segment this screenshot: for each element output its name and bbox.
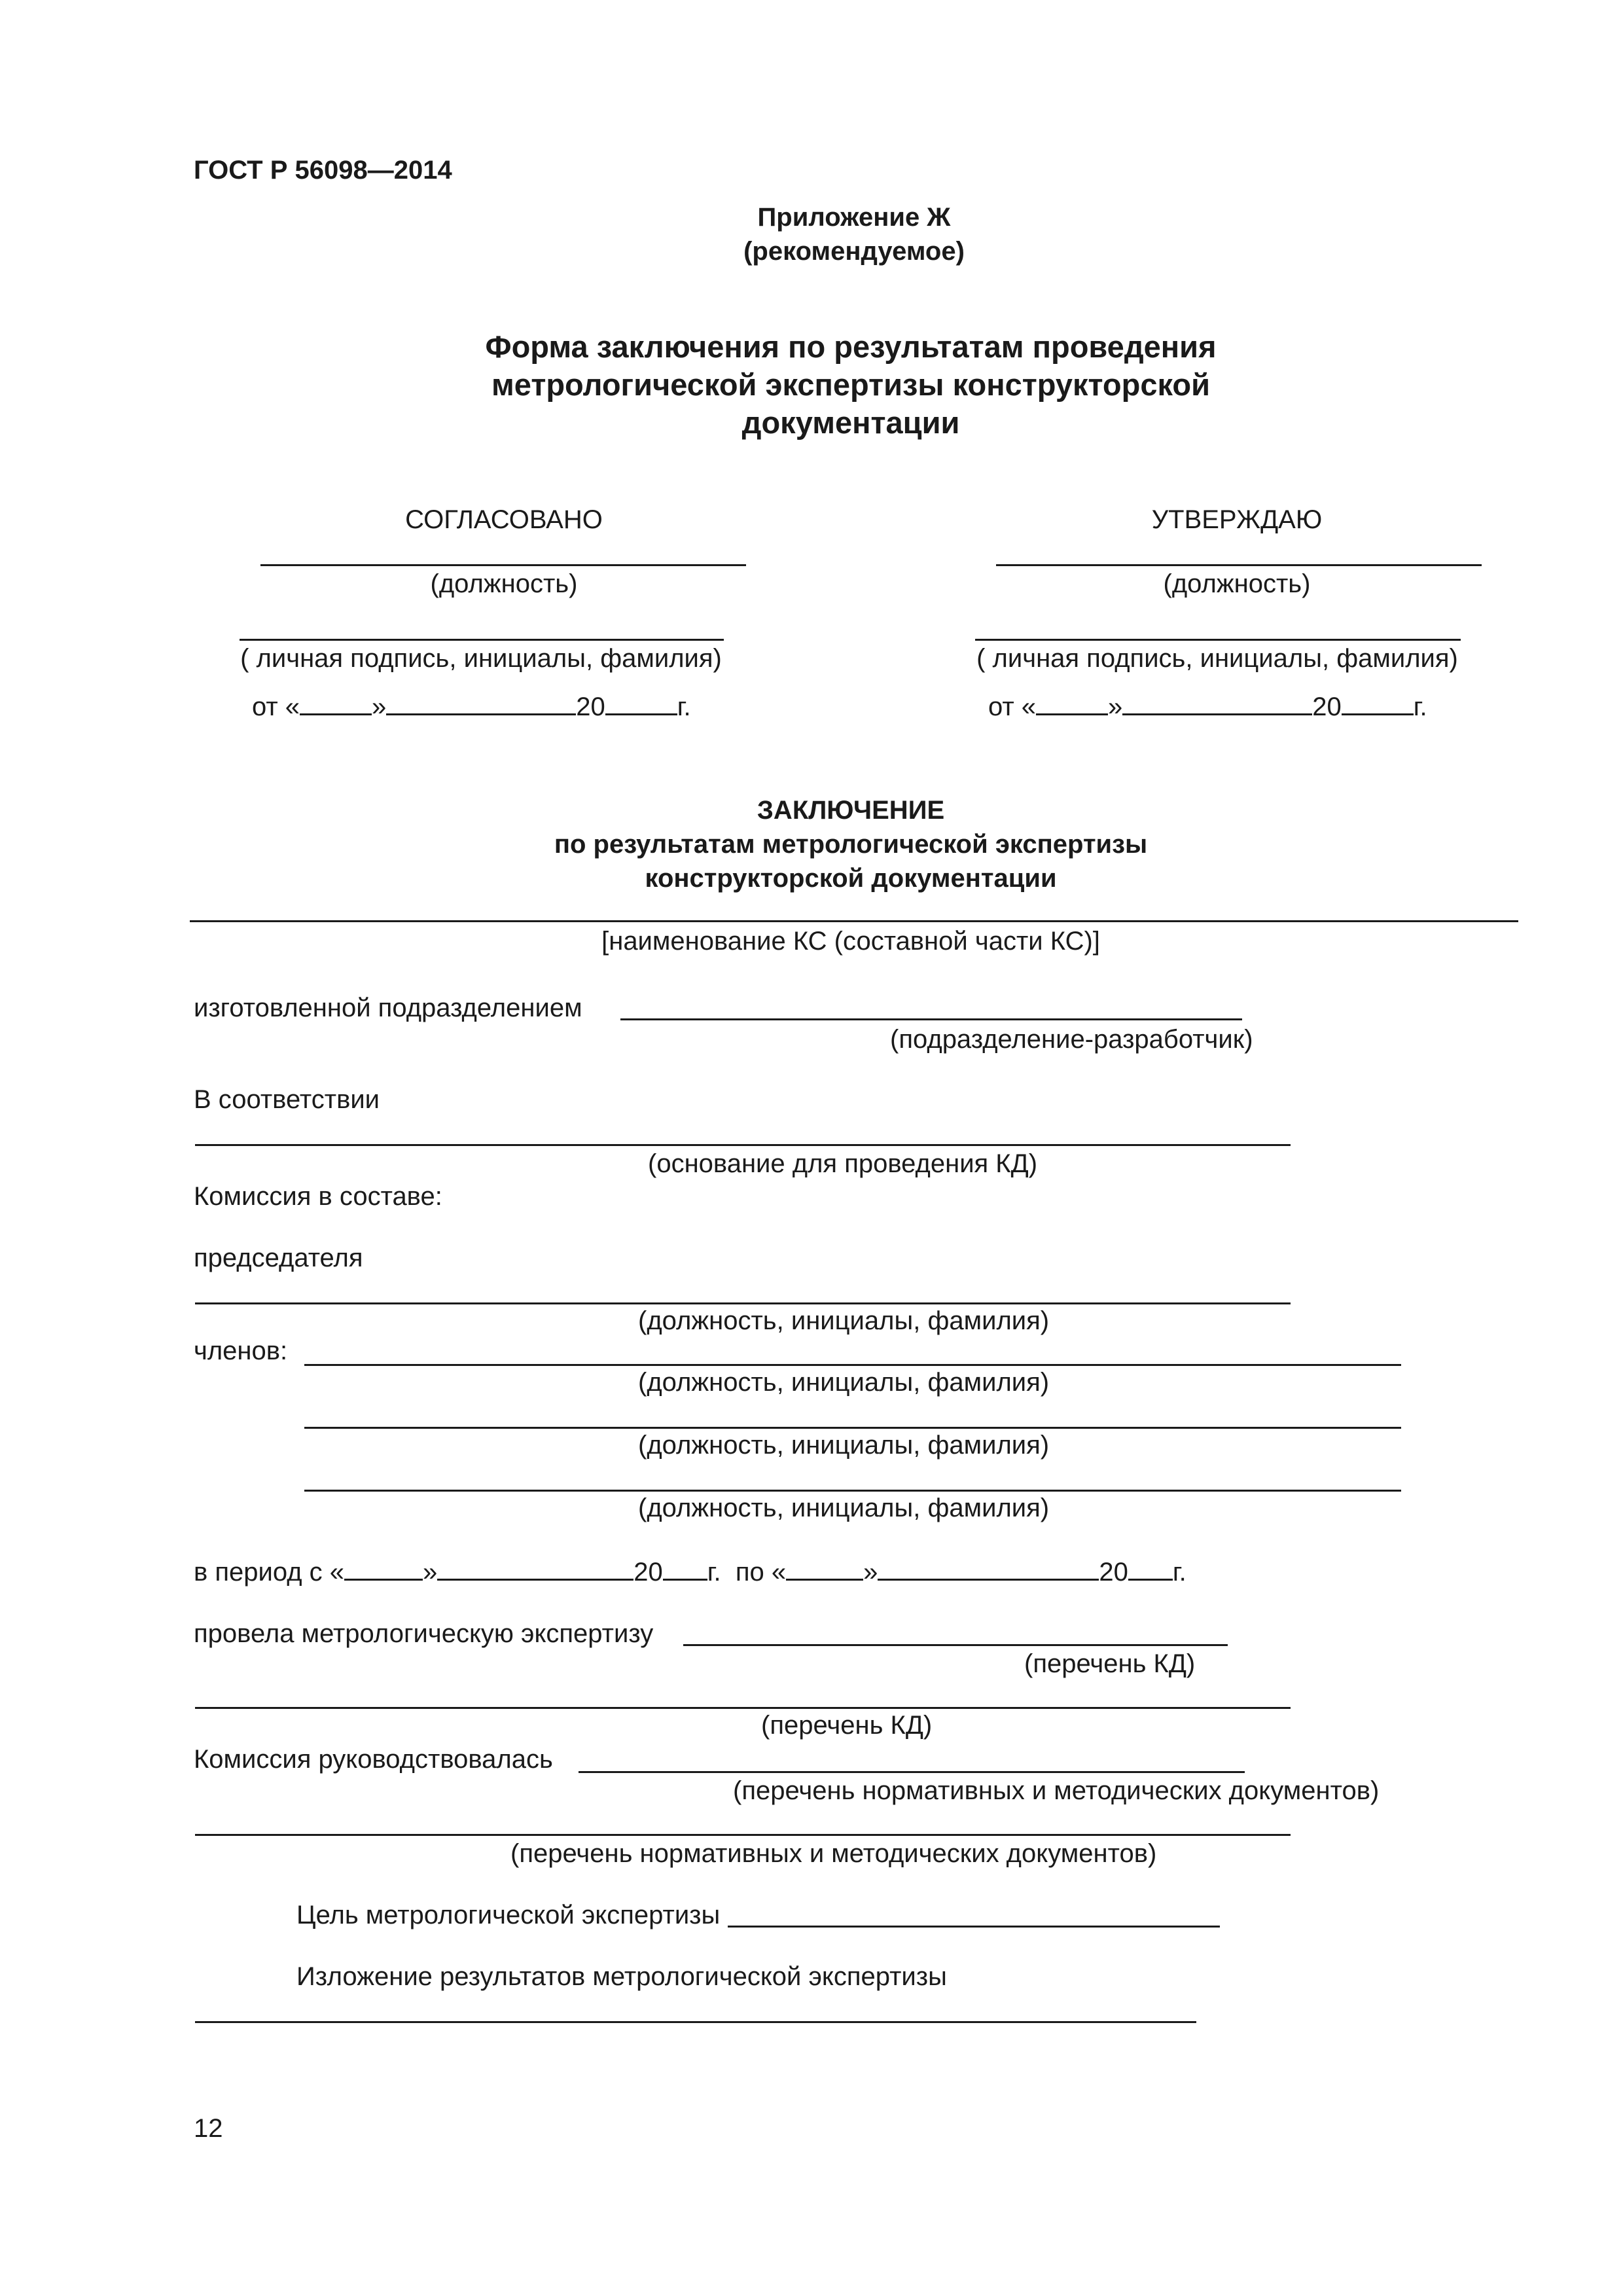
period-line: в период с « » 20 г. по « » 20 г.	[194, 1555, 1186, 1588]
approved-left-signature-line[interactable]	[240, 639, 724, 641]
chairman-caption: (должность, инициалы, фамилия)	[638, 1306, 1050, 1335]
period-to-month-field[interactable]	[878, 1555, 1099, 1581]
approved-left-position-caption: (должность)	[430, 569, 578, 598]
expertise-label: провела метрологическую экспертизу	[194, 1619, 654, 1648]
date-day-field[interactable]	[1036, 690, 1108, 715]
member-field-3[interactable]	[304, 1490, 1401, 1492]
period-from-year-field[interactable]	[663, 1555, 707, 1581]
members-label: членов:	[194, 1336, 288, 1365]
date-year-field[interactable]	[605, 690, 677, 715]
approved-right-label: УТВЕРЖДАЮ	[1151, 505, 1323, 534]
period-from-month-field[interactable]	[437, 1555, 633, 1581]
chairman-field[interactable]	[195, 1302, 1291, 1304]
goal-label: Цель метрологической экспертизы	[296, 1901, 721, 1929]
made-by-label: изготовленной подразделением	[194, 994, 582, 1022]
commission-label: Комиссия в составе:	[194, 1182, 442, 1211]
approved-left-position-line[interactable]	[260, 564, 746, 566]
standard-number: ГОСТ Р 56098—2014	[194, 156, 452, 185]
date-year-field[interactable]	[1342, 690, 1414, 715]
approved-right-signature-caption: ( личная подпись, инициалы, фамилия)	[976, 644, 1458, 673]
approved-right-position-line[interactable]	[996, 564, 1482, 566]
date-month-field[interactable]	[386, 690, 576, 715]
form-title-line1: Форма заключения по результатам проведения	[485, 329, 1217, 364]
approved-right-date: от « » 20 г.	[988, 690, 1427, 723]
approved-right-position-caption: (должность)	[1163, 569, 1311, 598]
period-from-day-field[interactable]	[344, 1555, 423, 1581]
form-title-line2: метрологической экспертизы конструкторской	[491, 367, 1210, 402]
date-month-field[interactable]	[1122, 690, 1312, 715]
member-field-1[interactable]	[304, 1364, 1401, 1366]
conclusion-subtitle2: конструкторской документации	[645, 864, 1057, 893]
period-to-year-field[interactable]	[1128, 1555, 1173, 1581]
expertise-caption: (перечень КД)	[1024, 1649, 1196, 1678]
expertise-field[interactable]	[683, 1644, 1228, 1646]
kd-list-caption: (перечень КД)	[761, 1711, 933, 1740]
approved-left-signature-caption: ( личная подпись, инициалы, фамилия)	[240, 644, 722, 673]
approved-left-label: СОГЛАСОВАНО	[405, 505, 603, 534]
normative-caption: (перечень нормативных и методических документов)	[510, 1839, 1157, 1868]
guided-label: Комиссия руководствовалась	[194, 1745, 553, 1774]
basis-caption: (основание для проведения КД)	[648, 1149, 1038, 1178]
approved-left-date: от « » 20 г.	[252, 690, 691, 723]
made-by-field[interactable]	[620, 1018, 1242, 1020]
product-name-caption: [наименование КС (составной части КС)]	[601, 927, 1100, 956]
member-caption-3: (должность, инициалы, фамилия)	[638, 1494, 1050, 1522]
results-field[interactable]	[195, 2021, 1196, 2023]
approved-right-signature-line[interactable]	[975, 639, 1461, 641]
results-label: Изложение результатов метрологической экспертизы	[296, 1962, 947, 1991]
kd-list-field[interactable]	[195, 1707, 1291, 1709]
page-number: 12	[194, 2114, 223, 2143]
normative-field[interactable]	[195, 1834, 1291, 1836]
basis-field[interactable]	[195, 1144, 1291, 1146]
appendix-status: (рекомендуемое)	[743, 237, 965, 266]
guided-caption: (перечень нормативных и методических документов)	[733, 1776, 1380, 1805]
date-day-field[interactable]	[300, 690, 372, 715]
period-to-day-field[interactable]	[786, 1555, 863, 1581]
guided-field[interactable]	[579, 1771, 1245, 1773]
member-caption-1: (должность, инициалы, фамилия)	[638, 1368, 1050, 1397]
member-caption-2: (должность, инициалы, фамилия)	[638, 1431, 1050, 1460]
conclusion-subtitle1: по результатам метрологической экспертизы	[554, 830, 1148, 859]
form-title-line3: документации	[741, 405, 960, 440]
chairman-label: председателя	[194, 1244, 363, 1272]
member-field-2[interactable]	[304, 1427, 1401, 1429]
appendix-title: Приложение Ж	[757, 203, 951, 232]
goal-field[interactable]	[728, 1926, 1220, 1928]
accordance-label: В соответствии	[194, 1085, 380, 1114]
product-name-line[interactable]	[190, 920, 1518, 922]
conclusion-title: ЗАКЛЮЧЕНИЕ	[757, 796, 945, 825]
made-by-caption: (подразделение-разработчик)	[890, 1025, 1253, 1054]
